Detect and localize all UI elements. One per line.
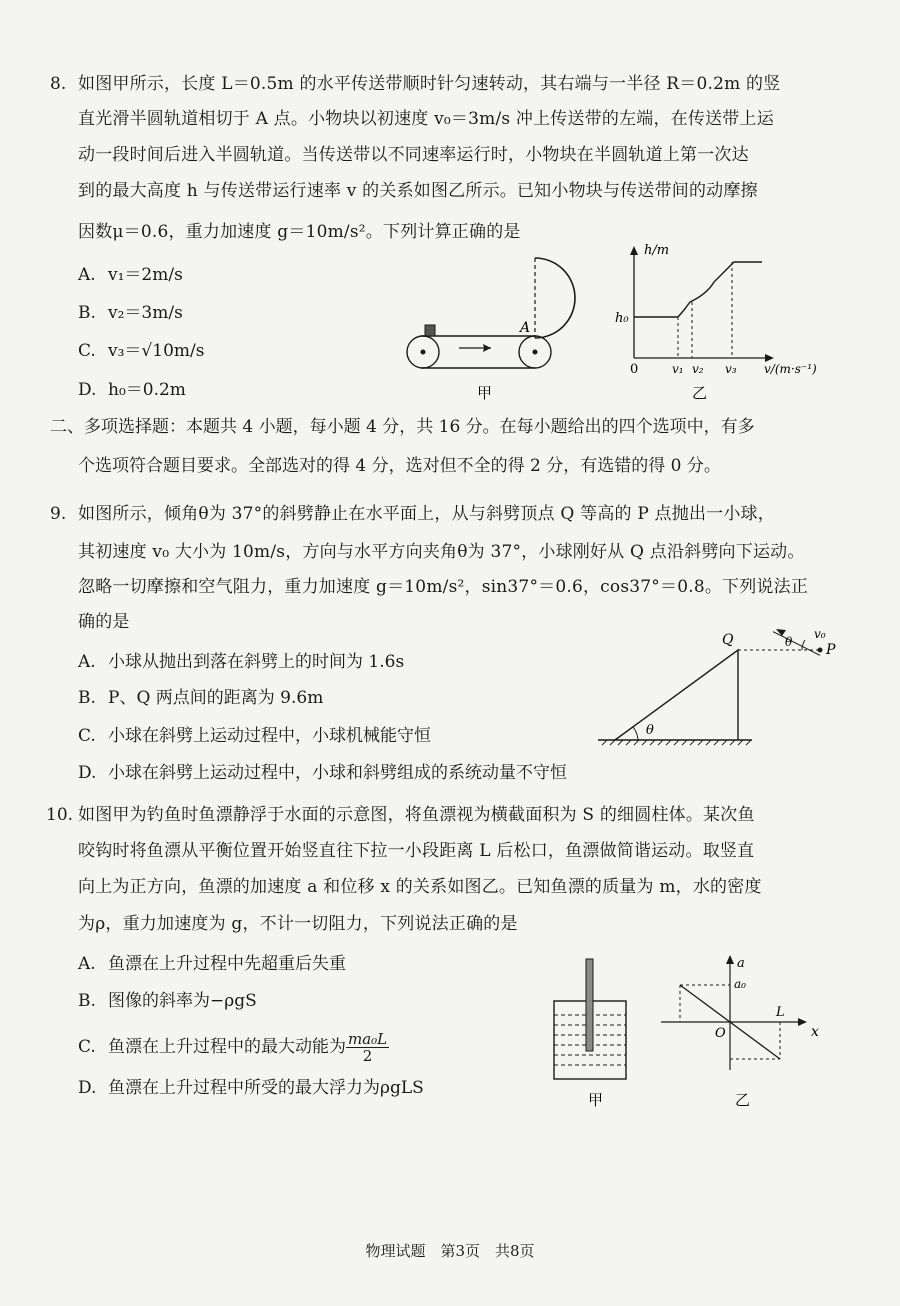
q9-line-1: 如图所示，倾角θ为 37°的斜劈静止在水平面上，从与斜劈顶点 Q 等高的 P 点抛出一小球， xyxy=(78,504,775,524)
point-q-label: Q xyxy=(722,632,734,648)
q8-line-3: 动一段时间后进入半圆轨道。当传送带以不同速率运行时，小物块在半圆轨道上第一次达 xyxy=(78,145,749,165)
figure-caption-jia: 甲 xyxy=(477,384,493,402)
option-label: C. xyxy=(78,726,96,746)
option-label: C. xyxy=(78,341,96,361)
q10-figure-yi xyxy=(655,945,830,1115)
option-text: v₁＝2m/s xyxy=(108,265,183,285)
q9-option-d xyxy=(78,761,567,785)
launch-angle-arc xyxy=(802,640,805,650)
h-v-curve xyxy=(634,262,762,317)
q9-line-3: 忽略一切摩擦和空气阻力，重力加速度 g＝10m/s²，sin37°＝0.6，cos37°＝0.8。下列说法正 xyxy=(78,577,809,597)
l-label: L xyxy=(776,1005,785,1020)
q8-option-c xyxy=(78,339,204,363)
option-text: 鱼漂在上升过程中先超重后失重 xyxy=(108,954,346,974)
option-label: A. xyxy=(78,954,96,974)
velocity-arrow-shaft xyxy=(773,632,820,656)
x-axis-arrow xyxy=(765,354,774,362)
q9-option-c xyxy=(78,724,431,748)
q9-line-2: 其初速度 v₀ 大小为 10m/s，方向与水平方向夹角θ为 37°，小球刚好从 Q 点沿斜劈向下运动。 xyxy=(78,542,805,562)
q8-option-a xyxy=(78,263,183,287)
a0-label: a₀ xyxy=(734,977,746,991)
origin-label: O xyxy=(715,1026,726,1041)
origin-label: 0 xyxy=(630,362,639,377)
v0-label: v₀ xyxy=(814,628,826,641)
option-label: A. xyxy=(78,652,96,672)
section-2-line-1: 二、多项选择题：本题共 4 小题，每小题 4 分，共 16 分。在每小题给出的四个选项中，有多 xyxy=(50,417,755,437)
option-text: v₃＝√10m/s xyxy=(108,341,205,361)
fraction-numerator: ma₀L xyxy=(348,1030,388,1048)
option-text: 小球在斜劈上运动过程中，小球和斜劈组成的系统动量不守恒 xyxy=(108,763,567,783)
point-p-label: P xyxy=(826,642,836,658)
right-pulley-axle xyxy=(533,350,538,355)
fraction-denominator: 2 xyxy=(362,1047,373,1065)
figure-caption-yi: 乙 xyxy=(735,1091,751,1109)
v1-label: v₁ xyxy=(672,362,684,376)
option-label: B. xyxy=(78,688,96,708)
point-a-label: A xyxy=(520,320,531,336)
q8-option-d xyxy=(78,378,186,402)
q8-option-b xyxy=(78,301,183,325)
wedge xyxy=(615,650,738,740)
belt-arrow-head xyxy=(483,344,491,352)
q8-line-1: 如图甲所示，长度 L＝0.5m 的水平传送带顺时针匀速转动，其右端与一半径 R＝0.2m 的竖 xyxy=(78,74,781,94)
q10-number: 10. xyxy=(46,805,74,825)
option-text: P、Q 两点间的距离为 9.6m xyxy=(108,688,324,708)
option-label: B. xyxy=(78,991,96,1011)
option-label: D. xyxy=(78,380,97,400)
launch-theta-label: θ xyxy=(785,635,793,649)
y-axis-label: h/m xyxy=(644,243,670,258)
q8-line-5: 因数μ＝0.6，重力加速度 g＝10m/s²。下列计算正确的是 xyxy=(78,222,521,242)
q10-line-4: 为ρ，重力加速度为 g，不计一切阻力，下列说法正确的是 xyxy=(78,914,518,934)
left-pulley-axle xyxy=(421,350,426,355)
q10-option-a xyxy=(78,952,346,976)
incline-theta-label: θ xyxy=(646,723,654,738)
point-p xyxy=(818,648,823,653)
q10-line-3: 向上为正方向，鱼漂的加速度 a 和位移 x 的关系如图乙。已知鱼漂的质量为 m，水的密度 xyxy=(78,877,762,897)
x-label: x xyxy=(811,1024,819,1040)
q9-figure xyxy=(590,628,850,753)
option-text: 图像的斜率为−ρgS xyxy=(108,991,257,1011)
q10-line-1: 如图甲为钓鱼时鱼漂静浮于水面的示意图，将鱼漂视为横截面积为 S 的细圆柱体。某次鱼 xyxy=(78,805,755,825)
x-axis-label: v/(m·s⁻¹) xyxy=(764,362,817,376)
block xyxy=(425,325,435,336)
section-2-line-2: 个选项符合题目要求。全部选对的得 4 分，选对但不全的得 2 分，有选错的得 0 分。 xyxy=(78,456,721,476)
option-label: A. xyxy=(78,265,96,285)
q8-number: 8. xyxy=(50,74,67,94)
option-label: B. xyxy=(78,303,96,323)
figure-caption-jia: 甲 xyxy=(588,1091,604,1109)
option-text: h₀＝0.2m xyxy=(108,380,186,400)
incline-angle-arc xyxy=(633,727,638,740)
q10-figure-jia xyxy=(548,945,638,1115)
float-rod xyxy=(586,959,593,1051)
option-text: 鱼漂在上升过程中所受的最大浮力为ρgLS xyxy=(108,1078,424,1098)
page-footer: 物理试题 第3页 共8页 xyxy=(365,1242,535,1260)
q10-option-c xyxy=(78,1031,389,1064)
h0-label: h₀ xyxy=(615,311,629,326)
v3-label: v₃ xyxy=(725,362,737,376)
v2-label: v₂ xyxy=(692,362,704,376)
a-label: a xyxy=(737,956,745,971)
option-text: 鱼漂在上升过程中的最大动能为 xyxy=(108,1037,346,1057)
option-label: D. xyxy=(78,1078,97,1098)
q9-option-a xyxy=(78,650,404,674)
option-text: 小球在斜劈上运动过程中，小球机械能守恒 xyxy=(108,726,431,746)
q8-figure-jia xyxy=(395,250,615,405)
q9-number: 9. xyxy=(50,504,67,524)
q9-line-4: 确的是 xyxy=(78,612,130,632)
figure-caption-yi: 乙 xyxy=(692,384,708,402)
option-label: C. xyxy=(78,1037,96,1057)
option-label: D. xyxy=(78,763,97,783)
q10-option-d xyxy=(78,1076,424,1100)
q8-figure-yi xyxy=(612,240,837,405)
q10-option-b xyxy=(78,989,257,1013)
semicircle-track xyxy=(535,258,575,338)
option-text: 小球从抛出到落在斜劈上的时间为 1.6s xyxy=(108,652,405,672)
q9-option-b xyxy=(78,686,323,710)
q10-line-2: 咬钩时将鱼漂从平衡位置开始竖直往下拉一小段距离 L 后松口，鱼漂做简谐运动。取竖直 xyxy=(78,841,755,861)
y-axis-arrow xyxy=(630,246,638,255)
q8-line-2: 直光滑半圆轨道相切于 A 点。小物块以初速度 v₀＝3m/s 冲上传送带的左端，在传送带上运 xyxy=(78,109,774,129)
q8-line-4: 到的最大高度 h 与传送带运行速率 v 的关系如图乙所示。已知小物块与传送带间的动摩擦 xyxy=(78,181,758,201)
option-text: v₂＝3m/s xyxy=(108,303,183,323)
fraction xyxy=(346,1031,389,1064)
x-axis-arrow xyxy=(798,1018,807,1026)
y-axis-arrow xyxy=(726,955,734,964)
